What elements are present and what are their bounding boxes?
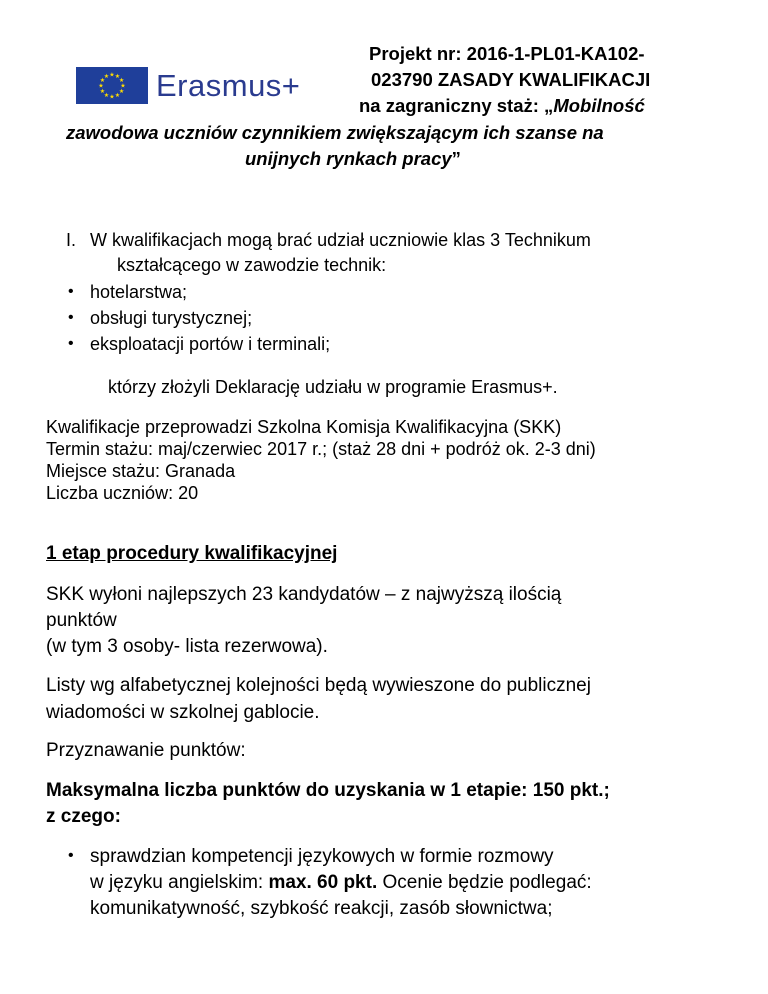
info-committee: Kwalifikacje przeprowadzi Szkolna Komisja Kwalifikacyjna (SKK) [46,417,562,437]
stage1-p2-line1: Listy wg alfabetycznej kolejności będą wywieszone do publicznej [46,675,591,696]
title-line-4: zawodowa uczniów czynnikiem zwiększającym ich szanse na [66,122,604,143]
flag-star-icon: ★ [114,73,121,80]
info-place: Miejsce stażu: Granada [46,461,236,481]
bullet-icon: • [68,309,74,326]
title-line-1: Projekt nr: 2016-1-PL01-KA102- [369,43,645,64]
title-line-3 [359,93,645,119]
flag-star-icon: ★ [118,78,125,84]
info-term: Termin stażu: maj/czerwiec 2017 r.; (staż 28 dni + podróż ok. 2-3 dni) [46,439,596,459]
title-line-5-suffix: ” [451,148,461,169]
bullet-icon: • [68,283,74,300]
stage1-p1-line3: (w tym 3 osoby- lista rezerwowa). [46,636,328,657]
eu-flag-icon [76,67,148,104]
list-item: hotelarstwa; [90,282,188,302]
stage1-p1-line2: punktów [46,610,117,631]
title-line-2: 023790 ZASADY KWALIFIKACJI [371,69,651,90]
flag-star-icon: ★ [118,89,125,95]
title-line-3-italic: Mobilność [553,95,645,116]
section-number: I. [66,230,77,250]
stage1-bullet1-points: max. 60 pkt. [268,872,378,893]
stage1-p3: Przyznawanie punktów: [46,740,246,761]
info-count: Liczba uczniów: 20 [46,483,199,503]
list-item: obsługi turystycznej; [90,308,253,328]
bullet-icon: • [68,847,74,864]
title-line-5-italic: unijnych rynkach pracy [245,148,452,169]
stage1-bullet1-line3: komunikatywność, szybkość reakcji, zasób słownictwa; [90,898,553,919]
title-line-3-prefix: na zagraniczny staż: „ [359,95,554,116]
stage1-heading: 1 etap procedury kwalifikacyjnej [46,543,338,564]
flag-star-icon: ★ [98,83,104,90]
flag-star-icon: ★ [99,89,106,95]
stage1-p1-line1: SKK wyłoni najlepszych 23 kandydatów – z najwyższą ilością [46,584,562,605]
bullet-icon: • [68,335,74,352]
flag-star-icon: ★ [114,93,121,100]
stage1-bullet1-line2 [90,870,592,896]
flag-star-icon: ★ [109,72,115,79]
stage1-bullet1-text: w języku angielskim: [90,872,269,893]
stage1-bullet1-rest: Ocenie będzie podlegać: [377,872,592,893]
section-closing: którzy złożyli Deklarację udziału w programie Erasmus+. [108,377,558,397]
stage1-p2-line2: wiadomości w szkolnej gablocie. [46,702,320,723]
flag-star-icon: ★ [109,94,115,101]
title-line-5 [245,146,461,172]
erasmus-logo [76,67,300,104]
flag-star-icon: ★ [103,93,110,100]
stage1-bullet1-line1: sprawdzian kompetencji językowych w formie rozmowy [90,846,554,867]
stage1-max-line1: Maksymalna liczba punktów do uzyskania w 1 etapie: 150 pkt.; [46,780,610,801]
list-item: eksploatacji portów i terminali; [90,334,331,354]
stage1-max-line2: z czego: [46,806,121,827]
section-line-2: kształcącego w zawodzie technik: [117,255,387,275]
flag-star-icon: ★ [120,83,126,90]
logo-text: Erasmus+ [156,68,301,103]
flag-star-icon: ★ [103,73,110,80]
section-line-1: W kwalifikacjach mogą brać udział uczniowie klas 3 Technikum [90,230,591,250]
flag-star-icon: ★ [99,78,106,84]
